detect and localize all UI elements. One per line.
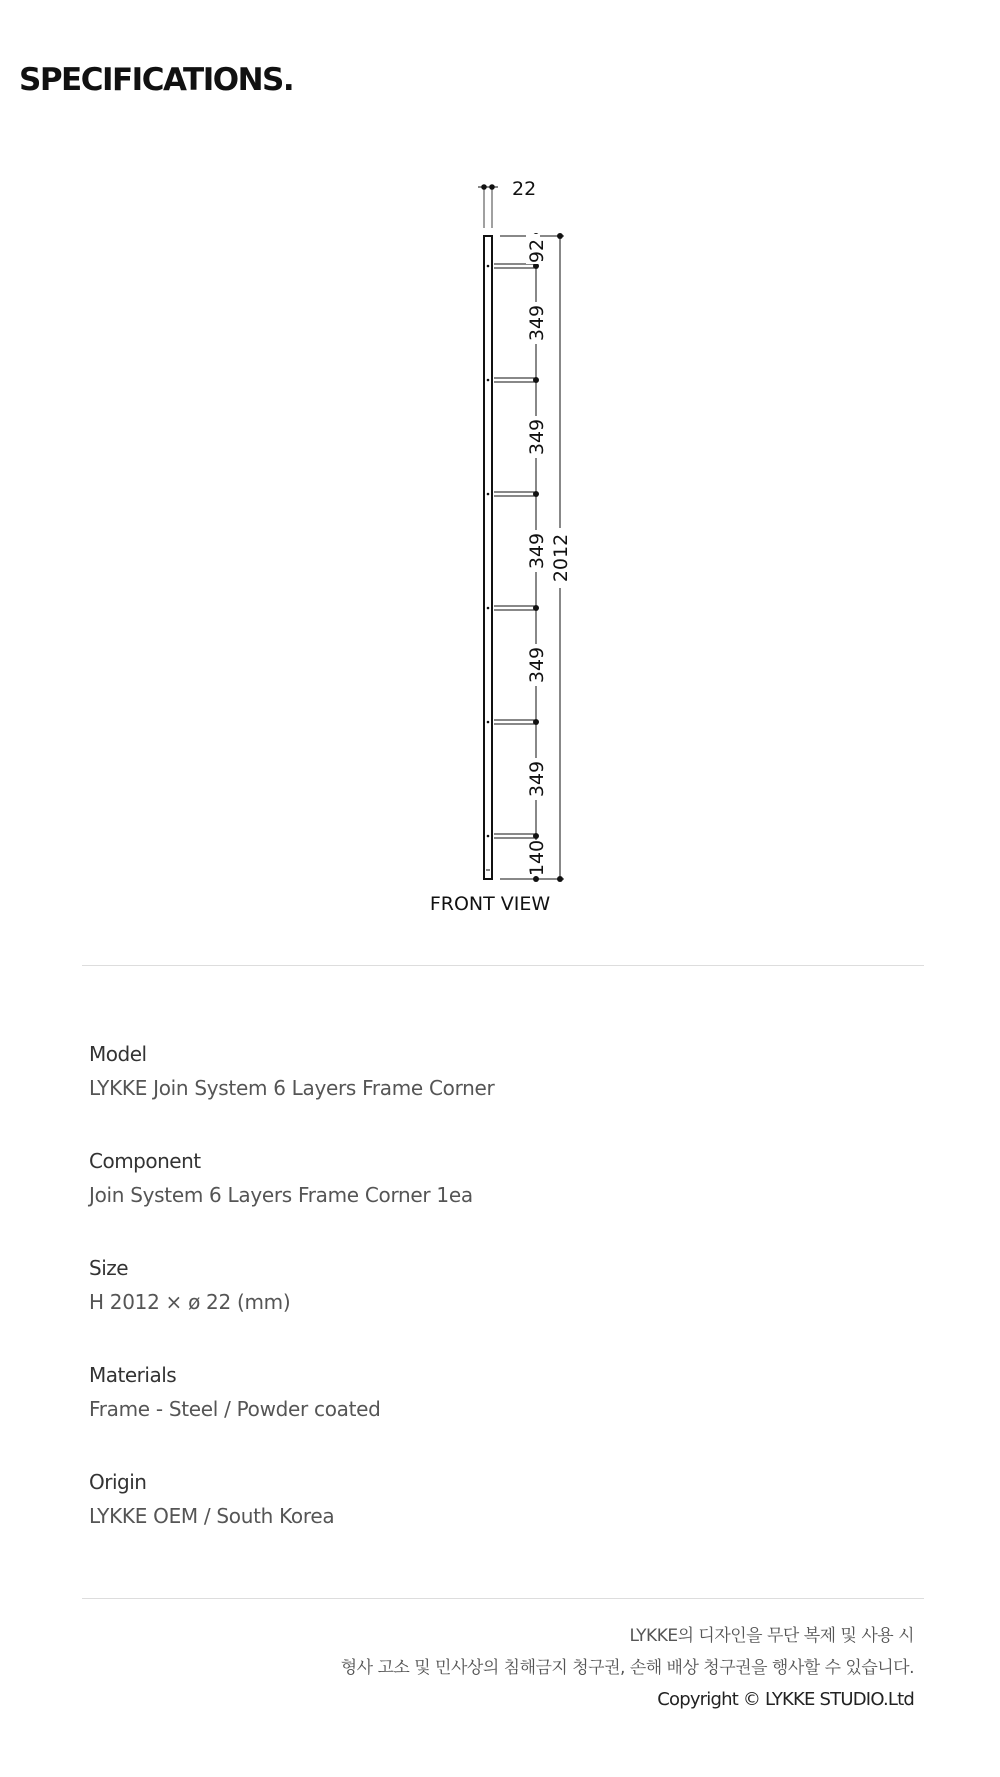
spec-size-label: Size: [89, 1256, 129, 1280]
width-dimension: [478, 178, 536, 228]
shelf-connector: [487, 605, 539, 611]
spec-origin-label: Origin: [89, 1470, 147, 1494]
top-offset-label: 92: [526, 238, 548, 264]
shelf-connector: [487, 833, 539, 839]
spec-materials-value: Frame - Steel / Powder coated: [89, 1397, 381, 1421]
spec-materials: [89, 1363, 381, 1421]
segment-dimensions: [500, 233, 548, 882]
bottom-divider: [82, 1598, 924, 1599]
shelf-connector: [487, 377, 539, 383]
spec-model-label: Model: [89, 1042, 147, 1066]
spec-size: [89, 1256, 290, 1314]
spec-component-value: Join System 6 Layers Frame Corner 1ea: [89, 1183, 473, 1207]
total-height-label: 2012: [550, 533, 572, 583]
spec-size-value: H 2012 × ø 22 (mm): [89, 1290, 291, 1314]
spacing-label: 349: [526, 532, 548, 570]
copyright-text: Copyright © LYKKE STUDIO.Ltd: [657, 1689, 914, 1710]
spacing-label: 349: [526, 646, 548, 684]
spec-component-label: Component: [89, 1149, 201, 1173]
width-label: 22: [512, 178, 537, 200]
footer-notice: [341, 1620, 914, 1716]
bottom-offset-label: 140: [526, 839, 548, 877]
spacing-label: 349: [526, 760, 548, 798]
top-divider: [82, 965, 924, 966]
spec-origin: [89, 1470, 334, 1528]
spacing-label: 349: [526, 418, 548, 456]
page-title: SPECIFICATIONS.: [19, 62, 294, 98]
spec-origin-value: LYKKE OEM / South Korea: [89, 1504, 335, 1528]
spec-model-value: LYKKE Join System 6 Layers Frame Corner: [89, 1076, 495, 1100]
front-view-label: FRONT VIEW: [429, 893, 551, 915]
shelf-connector: [487, 491, 539, 497]
shelf-connector: [487, 719, 539, 725]
spec-component: [89, 1149, 473, 1207]
spec-materials-label: Materials: [89, 1363, 177, 1387]
footer-notice-line: LYKKE의 디자인을 무단 복제 및 사용 시: [629, 1626, 914, 1646]
spec-model: [89, 1042, 494, 1100]
frame-pole: [484, 236, 492, 879]
footer-notice-line: 형사 고소 및 민사상의 침해금지 청구권, 손해 배상 청구권을 행사할 수 있습니다.: [340, 1658, 914, 1678]
spacing-label: 349: [526, 304, 548, 342]
